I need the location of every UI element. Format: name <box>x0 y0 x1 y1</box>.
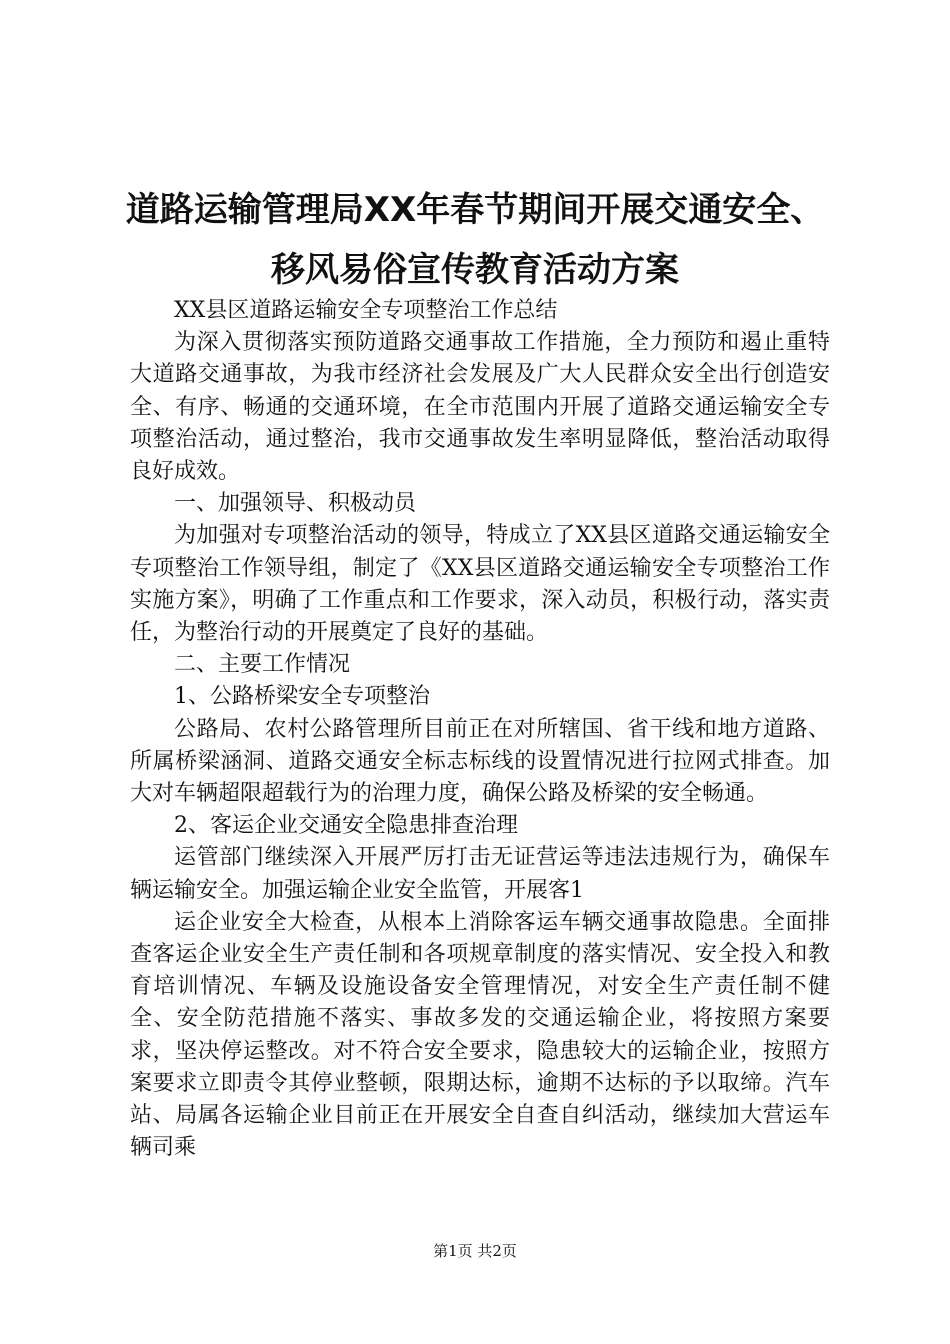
subsection-heading-1: 1、公路桥梁安全专项整治 <box>174 684 430 710</box>
section-heading-2: 二、主要工作情况 <box>174 652 351 678</box>
page-footer: 第1页 共2页 <box>433 1242 517 1260</box>
section-heading-1: 一、加强领导、积极动员 <box>174 491 417 517</box>
document-body <box>130 295 830 1164</box>
paragraph-continuation: 运企业安全大检查，从根本上消除客运车辆交通事故隐患。全面排查客运企业安全生产责任制和各项规章制度的落实情况、安全投入和教育培训情况、车辆及设施设备安全管理情况，对安全生产责任制不健全、安全防范措施不落实、事故多发的交通运输企业，将按照方案要求，坚决停运整改。对不符合安全要求，隐患较大的运输企业，按照方案要求立即责令其停业整顿，限期达标，逾期不达标的予以取缔。汽车站、局属各运输企业目前正在开展安全自查自纠活动，继续加大营运车辆司乘 <box>130 909 830 1161</box>
paragraph-section-1: 为加强对专项整治活动的领导，特成立了XX县区道路交通运输安全专项整治工作领导组，制定了《XX县区道路交通运输安全专项整治工作实施方案》，明确了工作重点和工作要求，深入动员，积极行动，落实责任，为整治行动的开展奠定了良好的基础。 <box>130 523 830 646</box>
paragraph-subsection-2: 运管部门继续深入开展严厉打击无证营运等违法违规行为，确保车辆运输安全。加强运输企业安全监管，开展客1 <box>130 845 830 903</box>
document-title-line-1: 道路运输管理局XX年春节期间开展交通安全、 <box>125 190 825 230</box>
subsection-heading-2: 2、客运企业交通安全隐患排查治理 <box>174 813 518 839</box>
paragraph-subtitle: XX县区道路运输安全专项整治工作总结 <box>174 298 558 323</box>
paragraph-subsection-1: 公路局、农村公路管理所目前正在对所辖国、省干线和地方道路、所属桥梁涵洞、道路交通安全标志标线的设置情况进行拉网式排查。加大对车辆超限超载行为的治理力度，确保公路及桥梁的安全畅通。 <box>130 716 830 807</box>
document-title-line-2: 移风易俗宣传教育活动方案 <box>271 250 679 290</box>
paragraph-intro: 为深入贯彻落实预防道路交通事故工作措施，全力预防和遏止重特大道路交通事故，为我市经济社会发展及广大人民群众安全出行创造安全、有序、畅通的交通环境，在全市范围内开展了道路交通运输安全专项整治活动，通过整治，我市交通事故发生率明显降低，整治活动取得良好成效。 <box>130 330 830 485</box>
